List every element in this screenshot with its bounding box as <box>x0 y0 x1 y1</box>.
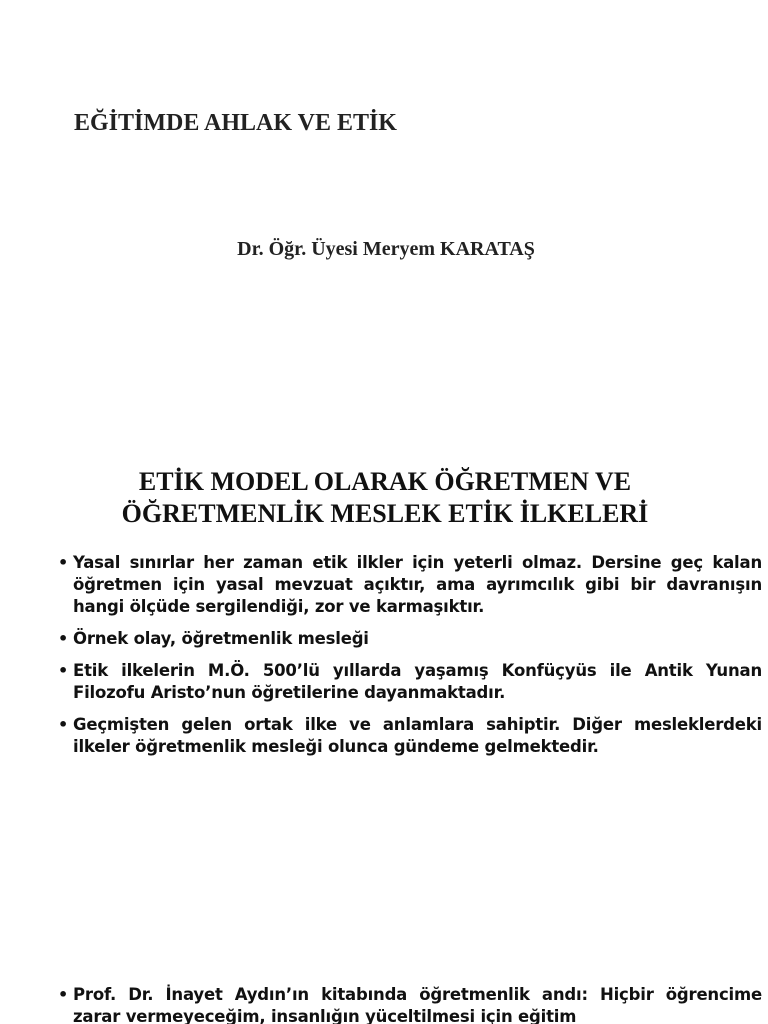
bullet-item <box>58 984 762 1024</box>
next-slide-partial <box>0 980 768 1024</box>
presentation-title: EĞİTİMDE AHLAK VE ETİK <box>74 110 397 136</box>
slide-title-line-2: ÖĞRETMENLİK MESLEK ETİK İLKELERİ <box>121 499 649 528</box>
bullet-dot-icon: • <box>58 715 69 734</box>
content-slide <box>0 460 768 980</box>
bullet-text: Prof. Dr. İnayet Aydın’ın kitabında öğretmenlik andı: Hiçbir öğrencime zarar vermeyeceğim, insanlığın yüceltilmesi için eğitim <box>73 985 762 1024</box>
bullet-text: Etik ilkelerin M.Ö. 500’lü yıllarda yaşamış Konfüçyüs ile Antik Yunan Filozofu Aristo’nun öğretilerine dayanmaktadır. <box>73 661 762 702</box>
bullet-text: Yasal sınırlar her zaman etik ilkler için yeterli olmaz. Dersine geç kalan öğretmen için yasal mevzuat açıktır, ama ayrımcılık gibi bir davranışın hangi ölçüde sergilendiği, zor ve karmaşıktır. <box>73 553 762 616</box>
bullet-item <box>58 660 762 704</box>
bullet-dot-icon: • <box>58 553 69 572</box>
bullet-list <box>58 984 762 1024</box>
bullet-item <box>58 628 762 650</box>
bullet-dot-icon: • <box>58 629 69 648</box>
bullet-item <box>58 552 762 618</box>
slide-title-line-1: ETİK MODEL OLARAK ÖĞRETMEN VE <box>138 467 632 496</box>
title-slide <box>0 0 768 400</box>
bullet-dot-icon: • <box>58 985 69 1004</box>
bullet-list <box>58 552 762 768</box>
slide-title <box>40 466 730 530</box>
bullet-dot-icon: • <box>58 661 69 680</box>
bullet-item <box>58 714 762 758</box>
bullet-text: Geçmişten gelen ortak ilke ve anlamlara sahiptir. Diğer mesleklerdeki ilkeler öğretmenlik mesleği olunca gündeme gelmektedir. <box>73 715 762 756</box>
author-name: Dr. Öğr. Üyesi Meryem KARATAŞ <box>237 238 535 260</box>
bullet-text: Örnek olay, öğretmenlik mesleği <box>73 629 369 648</box>
